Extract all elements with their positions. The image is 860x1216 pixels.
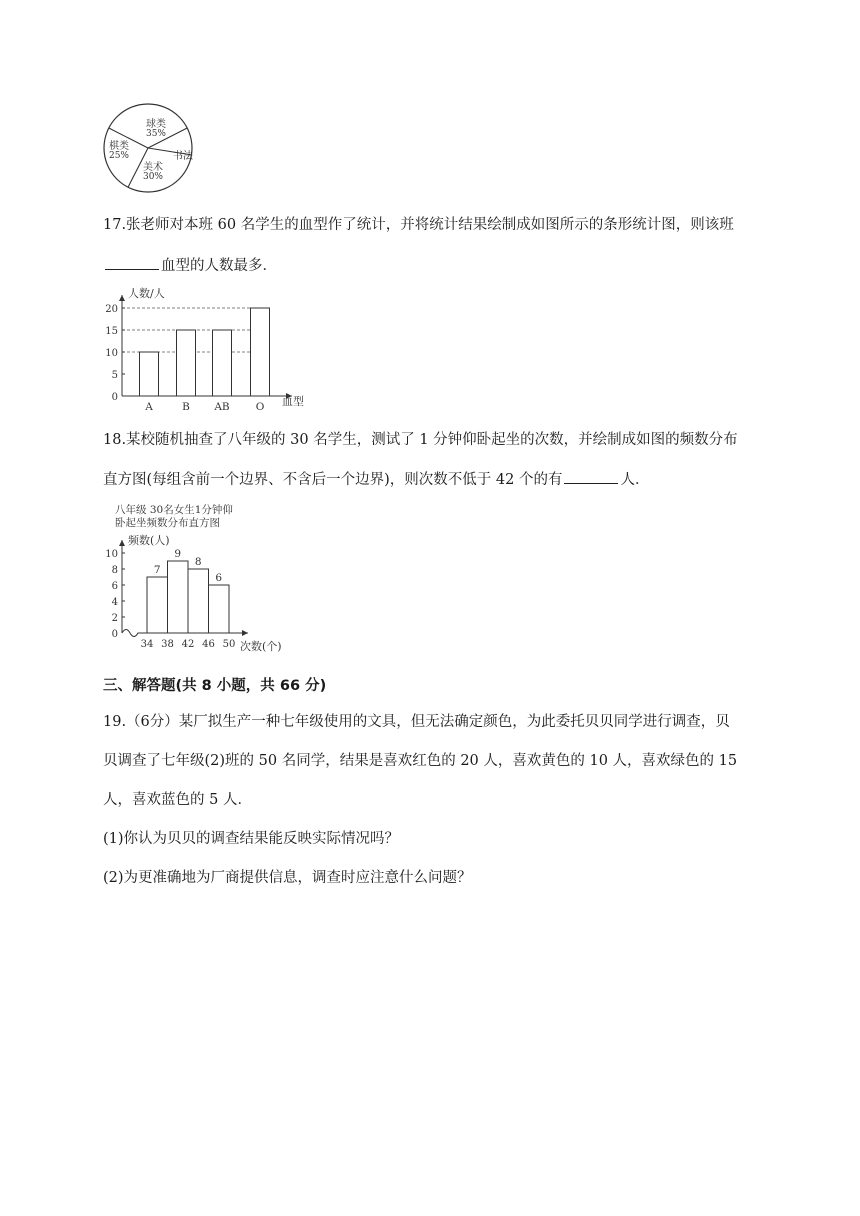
hist-value-label: 8 xyxy=(194,556,202,568)
hist-ytick-label: 0 xyxy=(111,629,118,640)
hist-xtick-label: 34 xyxy=(140,639,154,650)
q17-line1: 17.张老师对本班 60 名学生的血型作了统计，并将统计结果绘制成如图所示的条形统计图，则该班 xyxy=(103,217,734,233)
q17-line2 xyxy=(103,255,277,276)
hist-bar xyxy=(147,577,168,633)
bar-ab xyxy=(213,330,232,396)
bar-ylabel: 人数/人 xyxy=(128,287,165,300)
q19-line3: 人，喜欢蓝色的 5 人． xyxy=(103,792,252,808)
hist-ytick-label: 2 xyxy=(111,613,118,624)
bar-ytick-label: 0 xyxy=(111,392,118,403)
hist-bar xyxy=(209,585,230,633)
q18-line2-end: 人． xyxy=(620,472,650,488)
hist-value-label: 6 xyxy=(215,572,223,584)
pie-pct-chess: 25% xyxy=(108,151,130,161)
q19-line1: 19.（6分）某厂拟生产一种七年级使用的文具，但无法确定颜色，为此委托贝贝同学进行调查，贝 xyxy=(103,714,730,730)
hist-ytick-label: 4 xyxy=(111,597,118,608)
q19-line2: 贝调查了七年级(2)班的 50 名同学，结果是喜欢红色的 20 人，喜欢黄色的 10 人，喜欢绿色的 15 xyxy=(103,753,738,769)
bar-xlabel: 血型 xyxy=(282,395,304,408)
hist-ytick-label: 6 xyxy=(111,581,118,592)
pie-label-calligraphy: 书法 xyxy=(173,151,193,162)
hist-value-label: 7 xyxy=(153,564,161,576)
hist-bar xyxy=(168,561,189,633)
q18-line2 xyxy=(103,469,649,490)
q18-line1: 18.某校随机抽查了八年级的 30 名学生，测试了 1 分钟仰卧起坐的次数，并绘制成如图的频数分布 xyxy=(103,432,738,448)
hist-ylabel: 频数(人) xyxy=(128,534,170,547)
bar-xtick-label: A xyxy=(145,401,153,413)
bar-xtick-label: AB xyxy=(214,401,230,413)
pie-pct-ball: 35% xyxy=(145,129,167,139)
pie-chart xyxy=(100,100,200,200)
hist-bar xyxy=(188,569,209,633)
bar-ytick-label: 20 xyxy=(105,304,118,315)
pie-label-chess: 棋类 xyxy=(109,141,129,152)
hist-ytick-label: 8 xyxy=(111,565,118,576)
bar-xtick-label: O xyxy=(255,401,265,413)
hist-x-axis-arrow xyxy=(242,630,248,636)
hist-xtick-label: 46 xyxy=(202,639,215,650)
bar-xtick-label: B xyxy=(182,401,190,413)
q18-line2-text: 直方图(每组含前一个边界、不含后一个边界)，则次数不低于 42 个的有 xyxy=(103,472,563,488)
bar-ytick-label: 10 xyxy=(105,348,118,359)
hist-xtick-label: 38 xyxy=(161,639,174,650)
q17-line2-text: 血型的人数最多． xyxy=(161,258,277,274)
q17-answer-blank[interactable] xyxy=(105,255,159,270)
pie-label-art: 美术 xyxy=(143,162,163,173)
hist-y-axis-arrow xyxy=(119,540,125,546)
hist-value-label: 9 xyxy=(174,548,182,560)
bar-ytick-label: 5 xyxy=(111,370,118,381)
bar-ytick-label: 15 xyxy=(105,326,118,337)
hist-xtick-label: 50 xyxy=(222,639,236,650)
pie-pct-art: 30% xyxy=(142,172,164,182)
bar-y-axis-arrow xyxy=(119,295,125,301)
q18-answer-blank[interactable] xyxy=(564,469,618,484)
bar-o xyxy=(251,308,270,396)
hist-xtick-label: 42 xyxy=(181,639,195,650)
q19-sub2: (2)为更准确地为厂商提供信息，调查时应注意什么问题？ xyxy=(103,870,472,886)
hist-title-line2: 卧起坐频数分布直方图 xyxy=(115,517,220,529)
hist-xlabel: 次数(个) xyxy=(240,640,282,653)
section-heading: 三、解答题(共 8 小题，共 66 分) xyxy=(103,678,327,694)
hist-title-line1: 八年级 30名女生1分钟仰 xyxy=(115,504,233,516)
bar-b xyxy=(177,330,196,396)
bar-chart xyxy=(100,283,310,413)
bar-a xyxy=(140,352,159,396)
pie-label-ball: 球类 xyxy=(146,119,166,130)
histogram-chart xyxy=(100,500,300,660)
hist-ytick-label: 10 xyxy=(105,549,118,560)
q19-sub1: (1)你认为贝贝的调查结果能反映实际情况吗？ xyxy=(103,831,400,847)
